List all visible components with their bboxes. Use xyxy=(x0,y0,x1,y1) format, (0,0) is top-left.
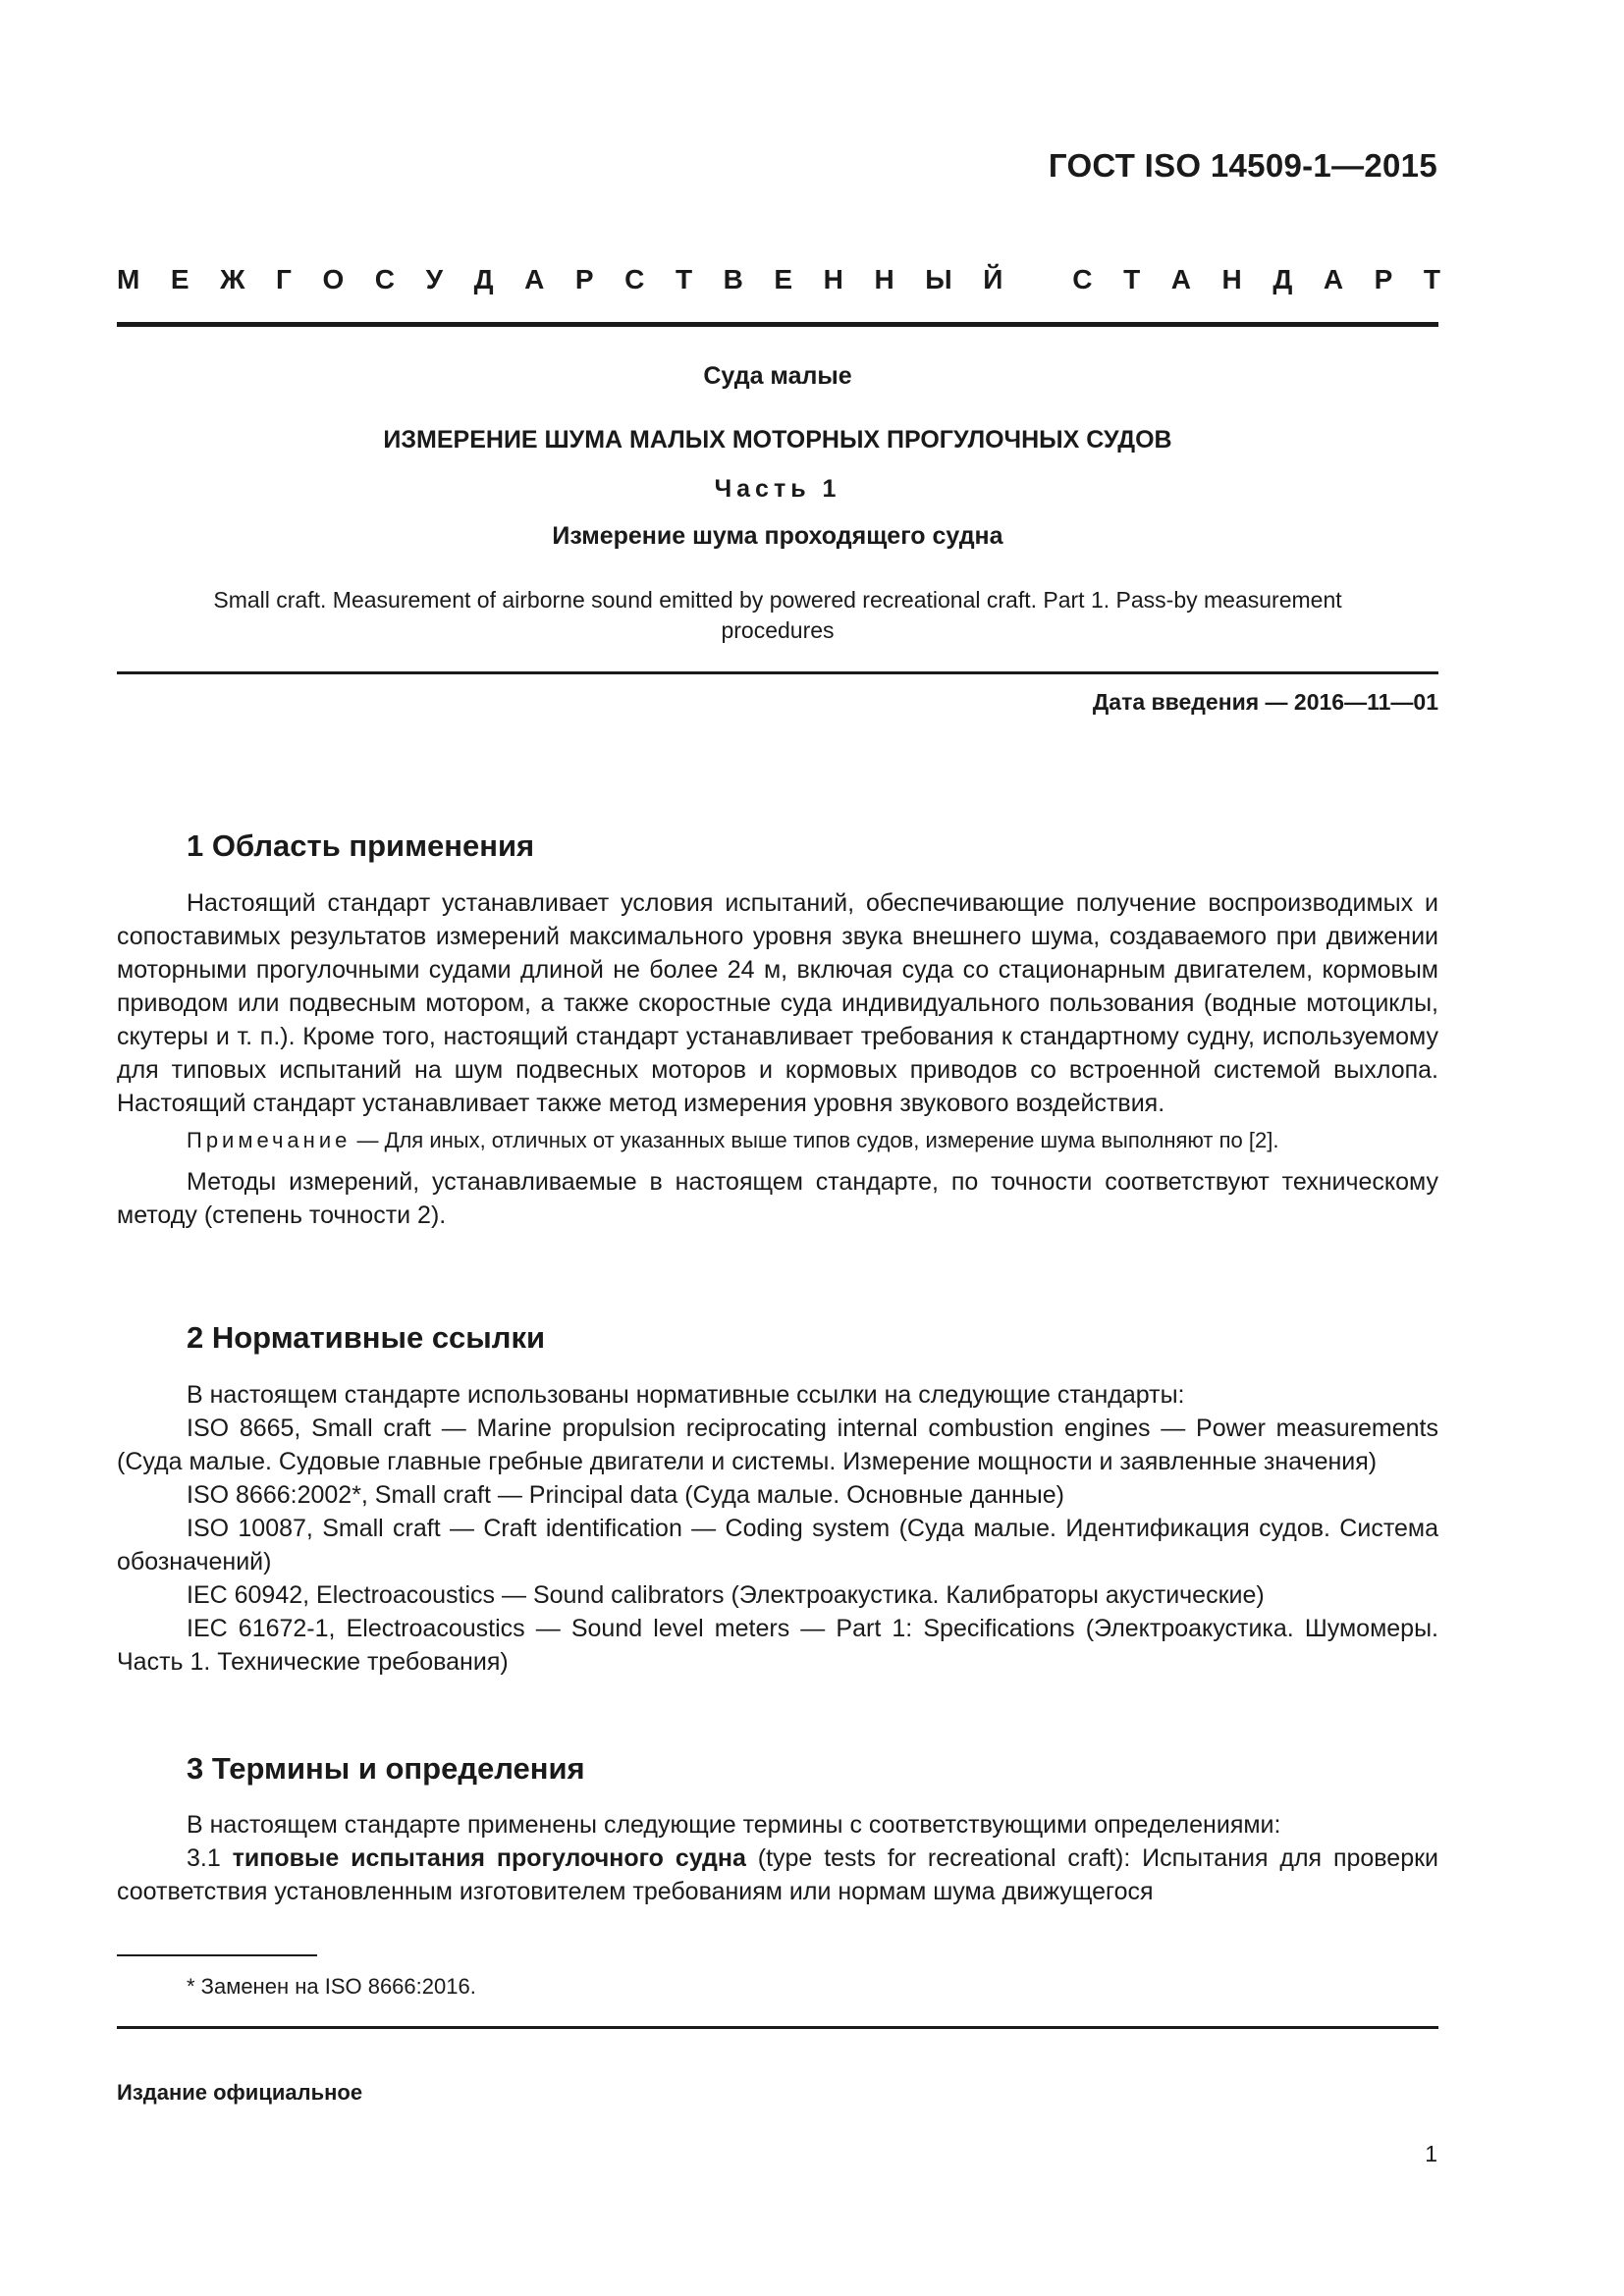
title-subtitle: Измерение шума проходящего судна xyxy=(552,522,1003,550)
banner-letter: Р xyxy=(1374,264,1393,294)
section-1-paragraph-2: Методы измерений, устанавливаемые в настоящем стандарте, по точности соответствуют техническому методу (степень точности 2). xyxy=(117,1168,1438,1229)
banner-letter: А xyxy=(1323,264,1344,294)
note-text: — Для иных, отличных от указанных выше типов судов, измерение шума выполняют по [2]. xyxy=(351,1128,1279,1152)
banner-letter: Д xyxy=(473,264,494,294)
banner-letter: Т xyxy=(675,264,693,294)
reference-item: ISO 8666:2002*, Small craft — Principal data (Суда малые. Основные данные) xyxy=(187,1481,1064,1509)
reference-item: ISO 10087, Small craft — Craft identification — Coding system (Суда малые. Идентификация судов. Система обозначений) xyxy=(117,1515,1438,1575)
header-rule xyxy=(117,322,1438,327)
banner-letter: Н xyxy=(1221,264,1242,294)
reference-item: IEC 61672-1, Electroacoustics — Sound level meters — Part 1: Specifications (Электроакустика. Шумомеры. Часть 1. Технические требования) xyxy=(117,1615,1438,1676)
term-3-1 xyxy=(117,1842,1438,1908)
banner-letter: Ы xyxy=(925,264,952,294)
banner-letter: Д xyxy=(1272,264,1293,294)
banner-letter: Т xyxy=(1423,264,1440,294)
official-edition: Издание официальное xyxy=(117,2080,363,2105)
title-part: Часть 1 xyxy=(714,475,841,503)
page-number: 1 xyxy=(1425,2141,1437,2166)
section-2-body xyxy=(117,1378,1438,1679)
footnote: * Заменен на ISO 8666:2016. xyxy=(187,1974,476,1999)
section-1-note xyxy=(117,1124,1438,1157)
title-rule xyxy=(117,671,1438,674)
title-english: Small craft. Measurement of airborne sound emitted by powered recreational craft. Part 1. Pass-by measurement procedures xyxy=(213,587,1342,643)
interstate-standard-banner xyxy=(117,264,1440,295)
banner-letter: Ж xyxy=(220,264,245,294)
banner-letter: А xyxy=(524,264,545,294)
section-1-heading: 1 Область применения xyxy=(187,828,535,863)
section-3-heading: 3 Термины и определения xyxy=(187,1751,585,1786)
term-title: типовые испытания прогулочного судна xyxy=(232,1844,746,1872)
banner-letter: Е xyxy=(170,264,189,294)
banner-letter: У xyxy=(425,264,444,294)
banner-letter: С xyxy=(624,264,645,294)
standard-number: ГОСТ ISO 14509-1—2015 xyxy=(1048,147,1437,184)
banner-letter: Н xyxy=(823,264,843,294)
banner-letter: Е xyxy=(774,264,793,294)
banner-letter: Т xyxy=(1123,264,1141,294)
section-3-intro: В настоящем стандарте применены следующие термины с соответствующими определениями: xyxy=(187,1811,1281,1839)
footnote-separator xyxy=(117,1954,317,1956)
reference-item: ISO 8665, Small craft — Marine propulsion reciprocating internal combustion engines — Power measurements (Суда малые. Судовые главные гребные двигатели и системы. Измерение мощности и заявленные значения) xyxy=(117,1415,1438,1475)
banner-letter: С xyxy=(374,264,396,294)
section-2-intro: В настоящем стандарте использованы нормативные ссылки на следующие стандарты: xyxy=(187,1381,1185,1409)
section-1-body xyxy=(117,886,1438,1232)
reference-item: IEC 60942, Electroacoustics — Sound calibrators (Электроакустика. Калибраторы акустические) xyxy=(187,1581,1265,1609)
section-1-paragraph-1: Настоящий стандарт устанавливает условия испытаний, обеспечивающие получение воспроизводимых и сопоставимых результатов измерений максимального уровня звука внешнего шума, создаваемого при движении моторными прогулочными судами длиной не более 24 м, включая суда со стационарным двигателем, кормовым приводом или подвесным мотором, а также скоростные суда индивидуального пользования (водные мотоциклы, скутеры и т. п.). Кроме того, настоящий стандарт устанавливает требования к стандартному судну, используемому для типовых испытаний на шум подвесных моторов и кормовых приводов со встроенной системой выхлопа. Настоящий стандарт устанавливает также метод измерения уровня звукового воздействия. xyxy=(117,889,1438,1117)
banner-letter: А xyxy=(1170,264,1191,294)
note-label: Примечание xyxy=(187,1128,352,1152)
banner-letter xyxy=(1034,264,1042,295)
banner-letter: В xyxy=(723,264,743,294)
banner-letter: Й xyxy=(983,264,1003,294)
section-2-heading: 2 Нормативные ссылки xyxy=(187,1320,546,1355)
banner-letter: Г xyxy=(276,264,292,294)
title-group: Суда малые xyxy=(703,362,852,390)
footer-rule xyxy=(117,2026,1438,2029)
banner-letter: Р xyxy=(574,264,594,294)
term-number: 3.1 xyxy=(187,1844,233,1872)
banner-letter: С xyxy=(1072,264,1093,294)
banner-letter: М xyxy=(117,264,140,294)
section-3-body xyxy=(117,1808,1438,1908)
intro-date: Дата введения — 2016—11—01 xyxy=(1092,689,1438,715)
term-definition: (type tests for recreational craft): Испытания для проверки соответствия установленным изготовителем требованиям или нормам шума движущегося xyxy=(117,1844,1439,1905)
banner-letter: О xyxy=(322,264,345,294)
title-main: ИЗМЕРЕНИЕ ШУМА МАЛЫХ МОТОРНЫХ ПРОГУЛОЧНЫХ СУДОВ xyxy=(383,426,1172,454)
banner-letter: Н xyxy=(874,264,894,294)
